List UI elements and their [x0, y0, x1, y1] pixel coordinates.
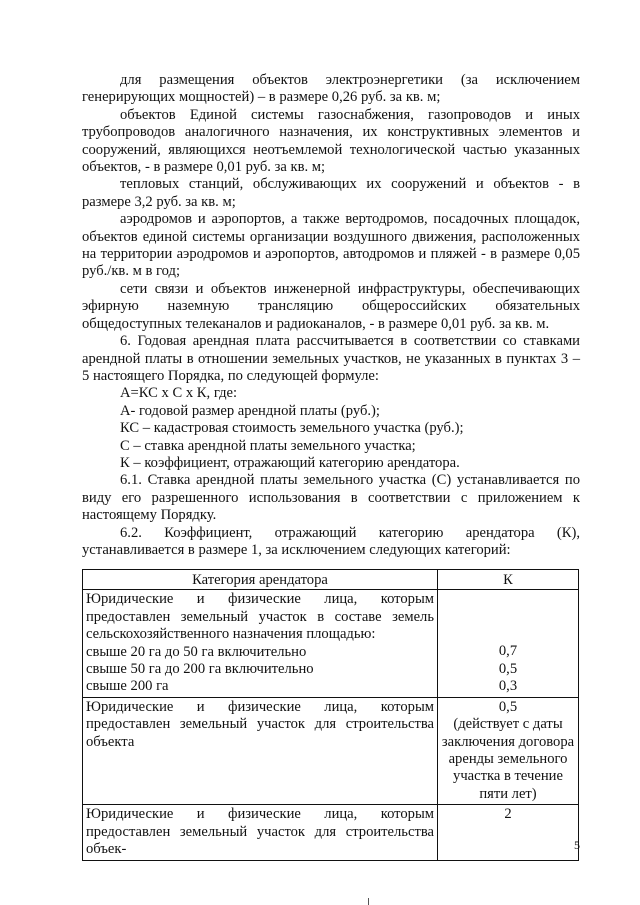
- category-cell: [83, 697, 438, 804]
- category-text: Юридические и физические лица, которым предоставлен земельный участок для строительства объекта: [86, 698, 434, 750]
- table-header-row: [83, 570, 579, 590]
- table-row: [83, 697, 579, 804]
- paragraph-electroenergy: для размещения объектов электроэнергетики (за исключением генерирующих мощностей) – в размере 0,26 руб. за кв. м;: [82, 72, 580, 106]
- k-cell: [438, 697, 579, 804]
- body-text: [82, 72, 580, 559]
- category-text: Юридические и физические лица, которым предоставлен земельный участок в составе земель сельскохозяйственного назначения площадью:: [86, 591, 434, 643]
- k-cell: [438, 590, 579, 697]
- coefficient-table: [82, 569, 579, 861]
- formula-def-c: С – ставка арендной платы земельного участка;: [120, 437, 416, 454]
- paragraph-item-6: 6. Годовая арендная плата рассчитывается в соответствии со ставками арендной платы в отношении земельных участков, не указанных в пунктах 3 – 5 настоящего Порядка, по следующей формуле:: [82, 333, 580, 384]
- paragraph-communication: сети связи и объектов инженерной инфраструктуры, обеспечивающих эфирную наземную трансляцию общероссийских обязательных общедоступных телеканалов и радиоканалов, - в размере 0,01 руб. за кв. м.: [82, 280, 580, 332]
- paragraph-airfields: аэродромов и аэропортов, а также вертодромов, посадочных площадок, объектов единой системы организации воздушного движения, расположенных на территории аэродромов и аэропортов, автодромов и пляжей - в размере 0,05 руб./кв. м в год;: [82, 211, 580, 280]
- table-row: [83, 805, 579, 860]
- header-category: Категория арендатора: [83, 570, 438, 590]
- paragraph-item-6-1: 6.1. Ставка арендной платы земельного участка (С) устанавливается по виду его разрешенного использования в соответствии с приложением к настоящему Порядку.: [82, 472, 580, 524]
- k-value: 2: [504, 806, 512, 823]
- k-cell: [438, 805, 579, 860]
- formula-def-k: К – коэффициент, отражающий категорию арендатора.: [120, 454, 460, 471]
- category-subitem: свыше 200 га: [86, 678, 169, 695]
- header-k: К: [438, 570, 579, 590]
- formula-def-ks: КС – кадастровая стоимость земельного участка (руб.);: [120, 420, 464, 437]
- k-value: 0,5: [498, 698, 518, 715]
- category-text: Юридические и физические лица, которым предоставлен земельный участок для строительства объек-: [86, 806, 434, 858]
- table-row: [83, 590, 579, 697]
- paragraph-gas-system: объектов Единой системы газоснабжения, газопроводов и иных трубопроводов аналогичного назначения, их конструктивных элементов и сооружений, являющихся неотъемлемой технологической частью указанных объектов, - в размере 0,01 руб. за кв. м;: [82, 106, 580, 176]
- page-number: 5: [574, 838, 580, 852]
- k-value: 0,3: [498, 678, 518, 695]
- category-subitem: свыше 20 га до 50 га включительно: [86, 643, 307, 660]
- k-value: 0,7: [498, 643, 518, 660]
- category-cell: [83, 590, 438, 697]
- k-value: 0,5: [498, 660, 518, 677]
- k-note: (действует с даты заключения договора аренды земельного участка в течение пяти лет): [441, 716, 575, 802]
- paragraph-thermal-stations: тепловых станций, обслуживающих их сооружений и объектов - в размере 3,2 руб. за кв. м;: [82, 176, 580, 210]
- paragraph-item-6-2: 6.2. Коэффициент, отражающий категорию арендатора (К), устанавливается в размере 1, за исключением следующих категорий:: [82, 524, 580, 558]
- category-cell: [83, 805, 438, 860]
- scan-mark: [368, 898, 369, 905]
- category-subitem: свыше 50 га до 200 га включительно: [86, 661, 314, 678]
- formula-def-a: А- годовой размер арендной платы (руб.);: [120, 402, 380, 419]
- formula: А=КС х С х К, где:: [120, 385, 238, 402]
